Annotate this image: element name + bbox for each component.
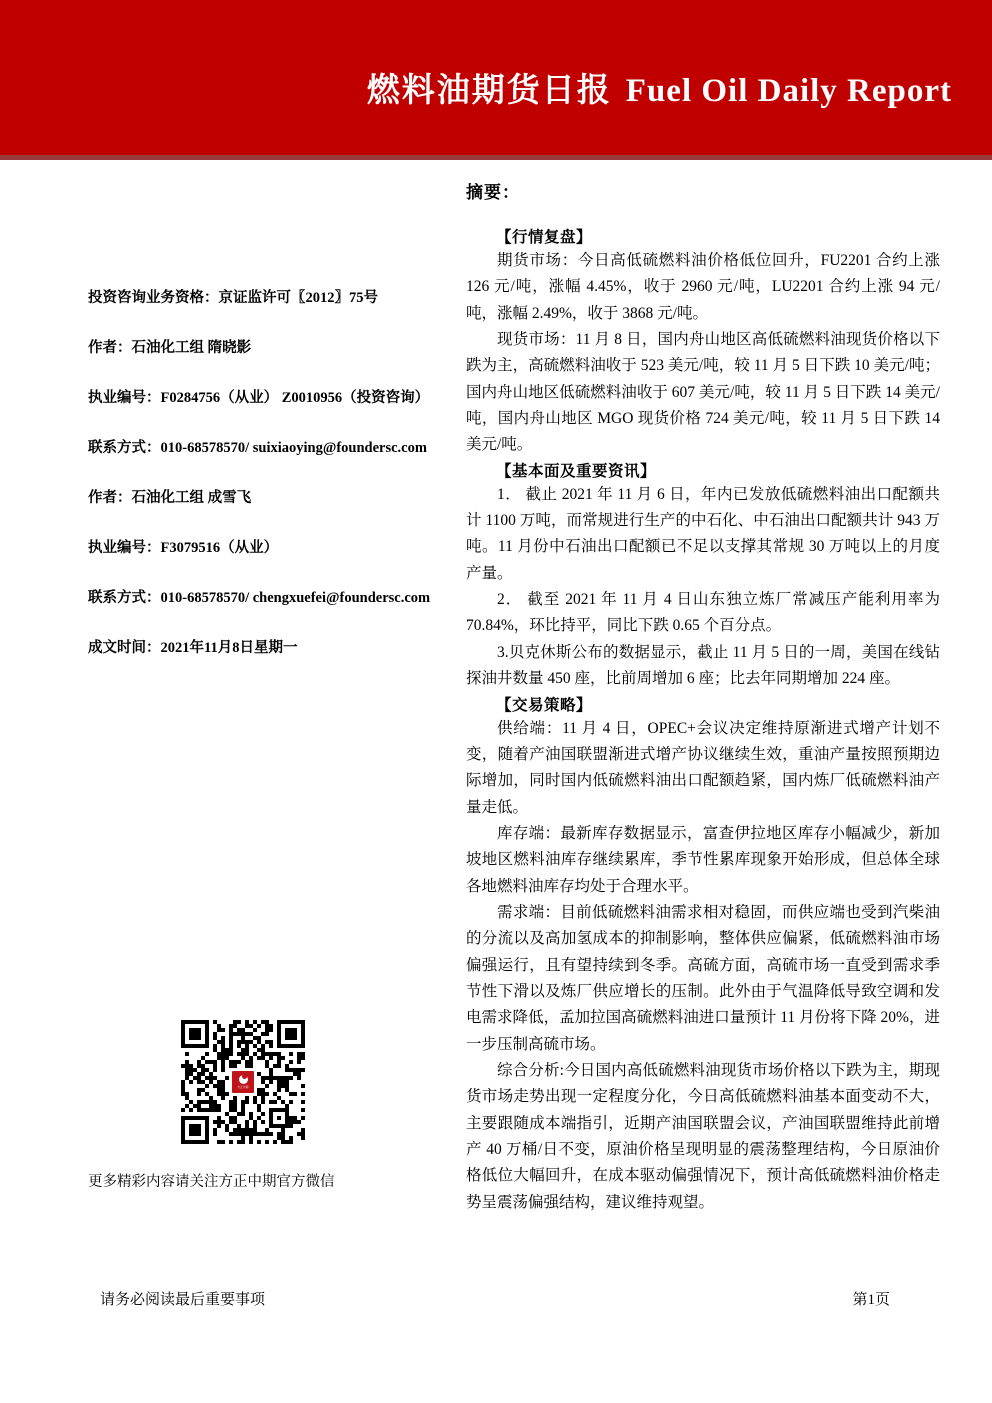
meta-contact-primary: 联系方式：010-68578570/ suixiaoying@foundersc.com [88, 440, 427, 457]
paragraph-inventory-side: 库存端：最新库存数据显示，富查伊拉地区库存小幅减少，新加坡地区燃料油库存继续累库，季节性累库现象开始形成，但总体全球各地燃料油库存均处于合理水平。 [466, 824, 940, 895]
meta-contact-secondary: 联系方式：010-68578570/ chengxuefei@foundersc.com [88, 590, 431, 607]
meta-author-primary: 作者：石油化工组 隋晓影 [88, 340, 252, 357]
header-banner [0, 0, 992, 160]
section-heading-fundamentals: 【基本面及重要资讯】 [496, 462, 657, 480]
brand-logo-text: 方正中期 [237, 1086, 249, 1089]
footer-page-number: 第1页 [852, 1292, 890, 1308]
qr-center-logo-icon [230, 1069, 256, 1095]
paragraph-futures-market: 期货市场：今日高低硫燃料油价格低位回升，FU2201 合约上涨 126 元/吨，涨幅 4.45%，收于 2960 元/吨，LU2201 合约上涨 94 元/吨，涨幅 2.49%，收于 3868 元/吨。 [466, 252, 940, 322]
abstract-title: 摘要： [466, 183, 520, 202]
wechat-qr-block [88, 1020, 468, 1191]
page-title-chinese: 燃料油期货日报 [366, 73, 612, 109]
paragraph-supply-side: 供给端：11 月 4 日，OPEC+会议决定维持原渐进式增产计划不变，随着产油国联盟渐进式增产协议继续生效，重油产量按照预期边际增加，同时国内低硫燃料油出口配额趋紧，国内炼厂低硫燃料油产量走低。 [466, 719, 940, 816]
meta-author-secondary: 作者：石油化工组 成雪飞 [88, 490, 252, 507]
meta-license-primary: 执业编号：F0284756（从业） Z0010956（投资咨询） [88, 390, 430, 407]
page-title-english: Fuel Oil Daily Report [625, 73, 952, 109]
paragraph-fundamental-item-1: 1． 截止 2021 年 11 月 6 日，年内已发放低硫燃料油出口配额共计 1100 万吨，而常规进行生产的中石化、中石油出口配额共计 943 万吨。11 月份中石油出口配额已不足以支撑其常规 30 万吨以上的月度产量。 [466, 485, 940, 582]
meta-publish-date: 成文时间：2021年11月8日星期一 [88, 640, 298, 657]
paragraph-demand-side: 需求端：目前低硫燃料油需求相对稳固，而供应端也受到汽柴油的分流以及高加氢成本的抑制影响，整体供应偏紧，低硫燃料油市场偏强运行，且有望持续到冬季。高硫方面，高硫市场一直受到需求季节性下滑以及炼厂供应增长的压制。此外由于气温降低导致空调和发电需求降低，孟加拉国高硫燃料油进口量预计 11 月份将下降 20%，进一步压制高硫市场。 [466, 903, 940, 1053]
section-heading-market-review: 【行情复盘】 [496, 229, 593, 246]
meta-license-secondary: 执业编号：F3079516（从业） [88, 540, 279, 557]
page-title [367, 64, 952, 111]
paragraph-fundamental-item-2: 2． 截至 2021 年 11 月 4 日山东独立炼厂常减压产能利用率为 70.84%，环比持平，同比下跌 0.65 个百分点。 [466, 591, 940, 635]
meta-qualification: 投资咨询业务资格：京证监许可〖2012〗75号 [88, 290, 378, 306]
paragraph-comprehensive-analysis: 综合分析:今日国内高低硫燃料油现货市场价格以下跌为主，期现货市场走势出现一定程度分化，今日高低硫燃料油基本面变动不大，主要跟随成本端指引，近期产油国联盟会议，产油国联盟维持此前增产 40 万桶/日不变，原油价格呈现明显的震荡整理结构，今日原油价格低位大幅回升，在成本驱动偏强情况下，预计高低硫燃料油价格走势呈震荡偏强结构，建议维持观望。 [466, 1061, 940, 1211]
section-heading-trading-strategy: 【交易策略】 [496, 696, 593, 714]
author-meta-block [88, 288, 478, 688]
paragraph-spot-market: 现货市场：11 月 8 日，国内舟山地区高低硫燃料油现货价格以下跌为主，高硫燃料油收于 523 美元/吨，较 11 月 5 日下跌 10 美元/吨；国内舟山地区低硫燃料油收于 607 美元/吨，较 11 月 5 日下跌 14 美元/吨，国内舟山地区 MGO 现货价格 724 美元/吨，较 11 月 5 日下跌 14 美元/吨。 [466, 331, 940, 454]
article-body [466, 178, 940, 1216]
qr-caption: 更多精彩内容请关注方正中期官方微信 [88, 1174, 335, 1190]
qr-code [181, 1020, 305, 1144]
page-footer [100, 1288, 890, 1309]
brand-mark-icon [239, 1075, 248, 1084]
paragraph-fundamental-item-3: 3.贝克休斯公布的数据显示，截止 11 月 5 日的一周，美国在线钻探油井数量 450 座，比前周增加 6 座；比去年同期增加 224 座。 [466, 643, 940, 688]
footer-disclaimer: 请务必阅读最后重要事项 [100, 1292, 266, 1308]
